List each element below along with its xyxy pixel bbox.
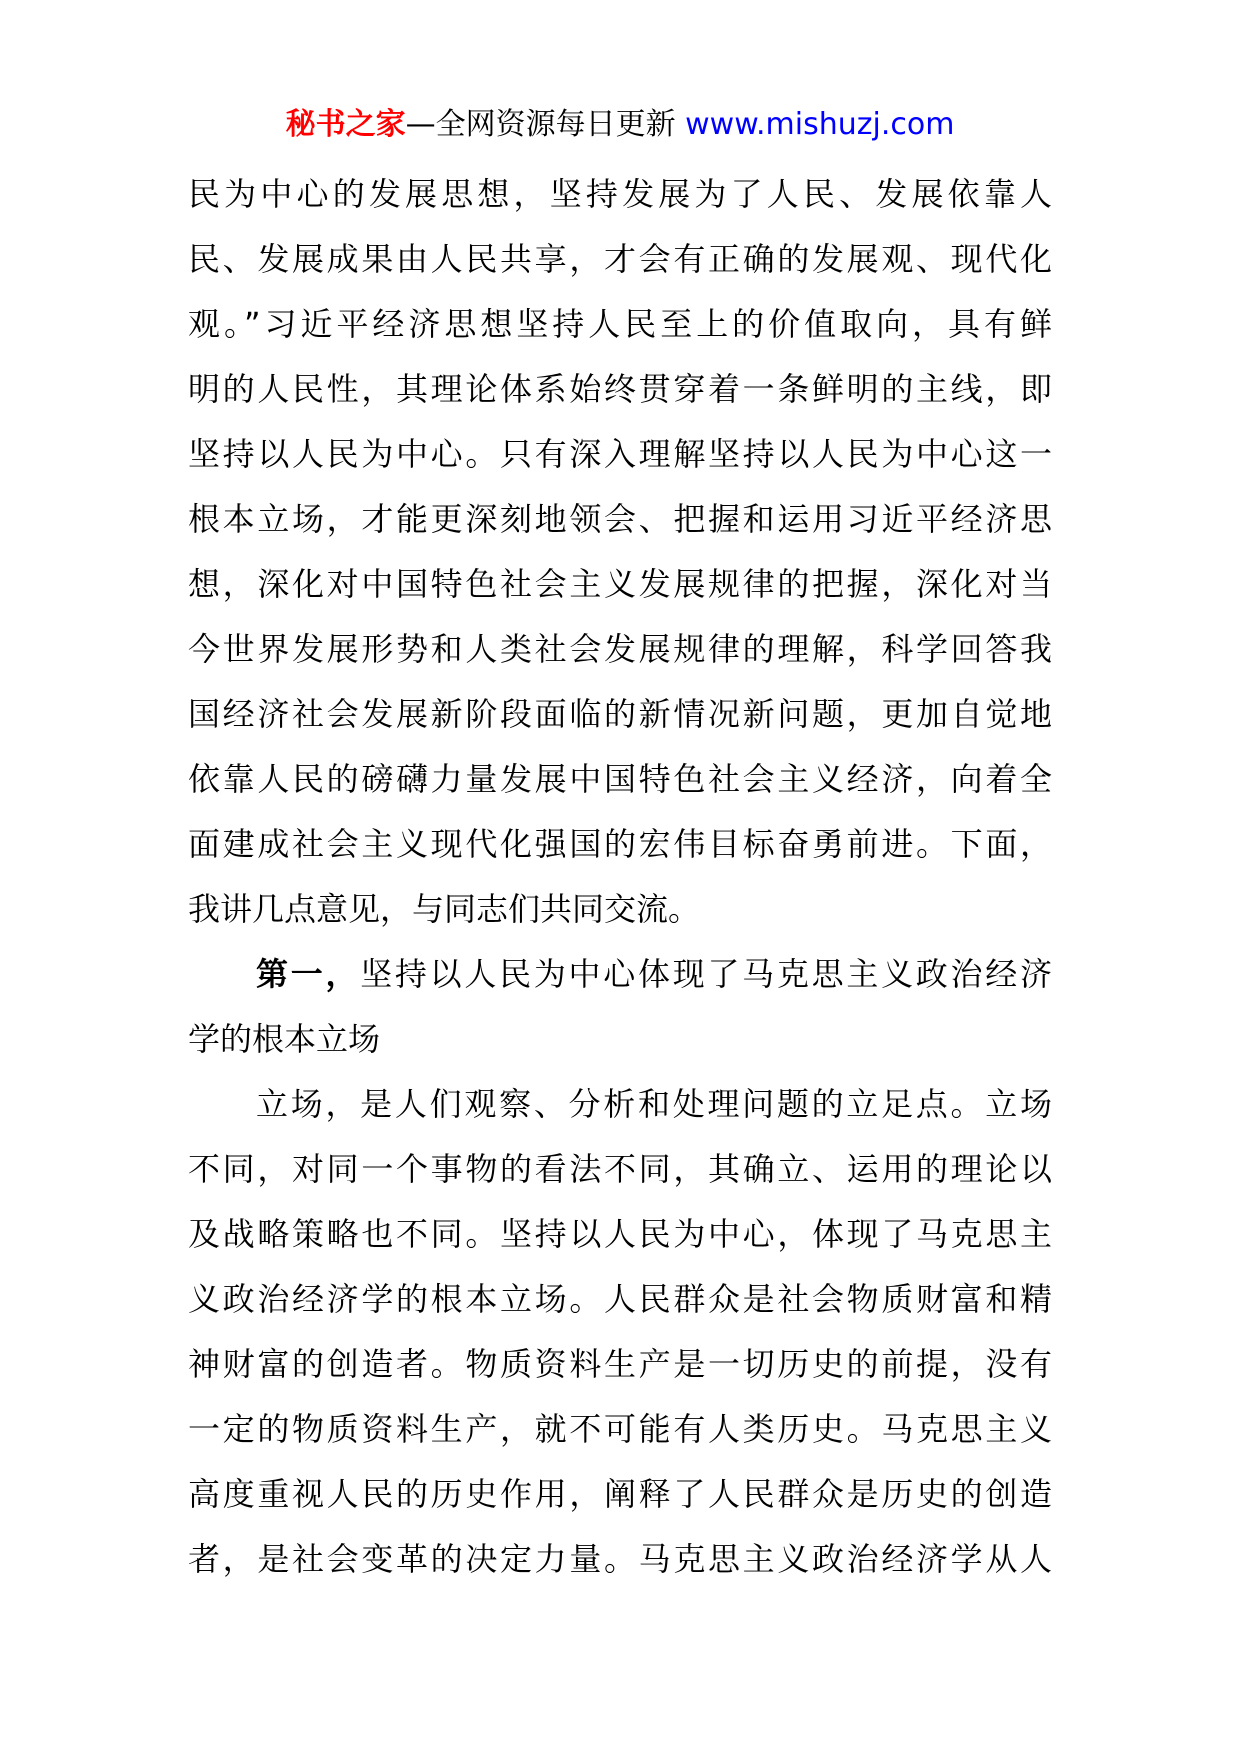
heading-lead: 第一， — [256, 955, 361, 993]
heading-line — [188, 942, 1052, 1007]
text-line: 立场，是人们观察、分析和处理问题的立足点。立场 — [256, 1085, 1052, 1123]
text-line: 民、发展成果由人民共享，才会有正确的发展观、现代化 — [188, 240, 1052, 278]
paragraph-stance — [188, 1072, 1052, 1592]
paragraph-intro — [188, 162, 1052, 942]
text-line: 一定的物质资料生产，就不可能有人类历史。马克思主义 — [188, 1410, 1052, 1448]
text-line: 高度重视人民的历史作用，阐释了人民群众是历史的创造 — [188, 1475, 1052, 1513]
text-line: 坚持以人民为中心。只有深入理解坚持以人民为中心这一 — [188, 435, 1052, 473]
document-body — [188, 162, 1052, 1592]
section-heading — [188, 942, 1052, 1072]
text-line: 依靠人民的磅礴力量发展中国特色社会主义经济，向着全 — [188, 760, 1052, 798]
text-line: 民为中心的发展思想，坚持发展为了人民、发展依靠人 — [188, 175, 1052, 213]
site-tagline: —全网资源每日更新 — [405, 107, 686, 142]
text-line: 神财富的创造者。物质资料生产是一切历史的前提，没有 — [188, 1345, 1052, 1383]
text-line: 我讲几点意见，与同志们共同交流。 — [188, 890, 701, 928]
text-line: 明的人民性，其理论体系始终贯穿着一条鲜明的主线，即 — [188, 370, 1052, 408]
heading-text: 坚持以人民为中心体现了马克思主义政治经济 — [360, 955, 1052, 993]
text-line: 不同，对同一个事物的看法不同，其确立、运用的理论以 — [188, 1150, 1052, 1188]
text-line: 面建成社会主义现代化强国的宏伟目标奋勇前进。下面， — [188, 825, 1052, 863]
text-line: 义政治经济学的根本立场。人民群众是社会物质财富和精 — [188, 1280, 1052, 1318]
site-url-link[interactable]: www.mishuzj.com — [685, 107, 955, 142]
heading-line: 学的根本立场 — [188, 1020, 381, 1058]
text-line: 今世界发展形势和人类社会发展规律的理解，科学回答我 — [188, 630, 1052, 668]
text-line: 根本立场，才能更深刻地领会、把握和运用习近平经济思 — [188, 500, 1052, 538]
site-brand: 秘书之家 — [285, 107, 406, 142]
text-line: 者，是社会变革的决定力量。马克思主义政治经济学从人 — [188, 1540, 1052, 1578]
site-header — [0, 98, 1240, 152]
text-line: 及战略策略也不同。坚持以人民为中心，体现了马克思主 — [188, 1215, 1052, 1253]
text-line: 想，深化对中国特色社会主义发展规律的把握，深化对当 — [188, 565, 1052, 603]
text-line: 国经济社会发展新阶段面临的新情况新问题，更加自觉地 — [188, 695, 1052, 733]
text-line: 观。”习近平经济思想坚持人民至上的价值取向，具有鲜 — [188, 305, 1052, 343]
